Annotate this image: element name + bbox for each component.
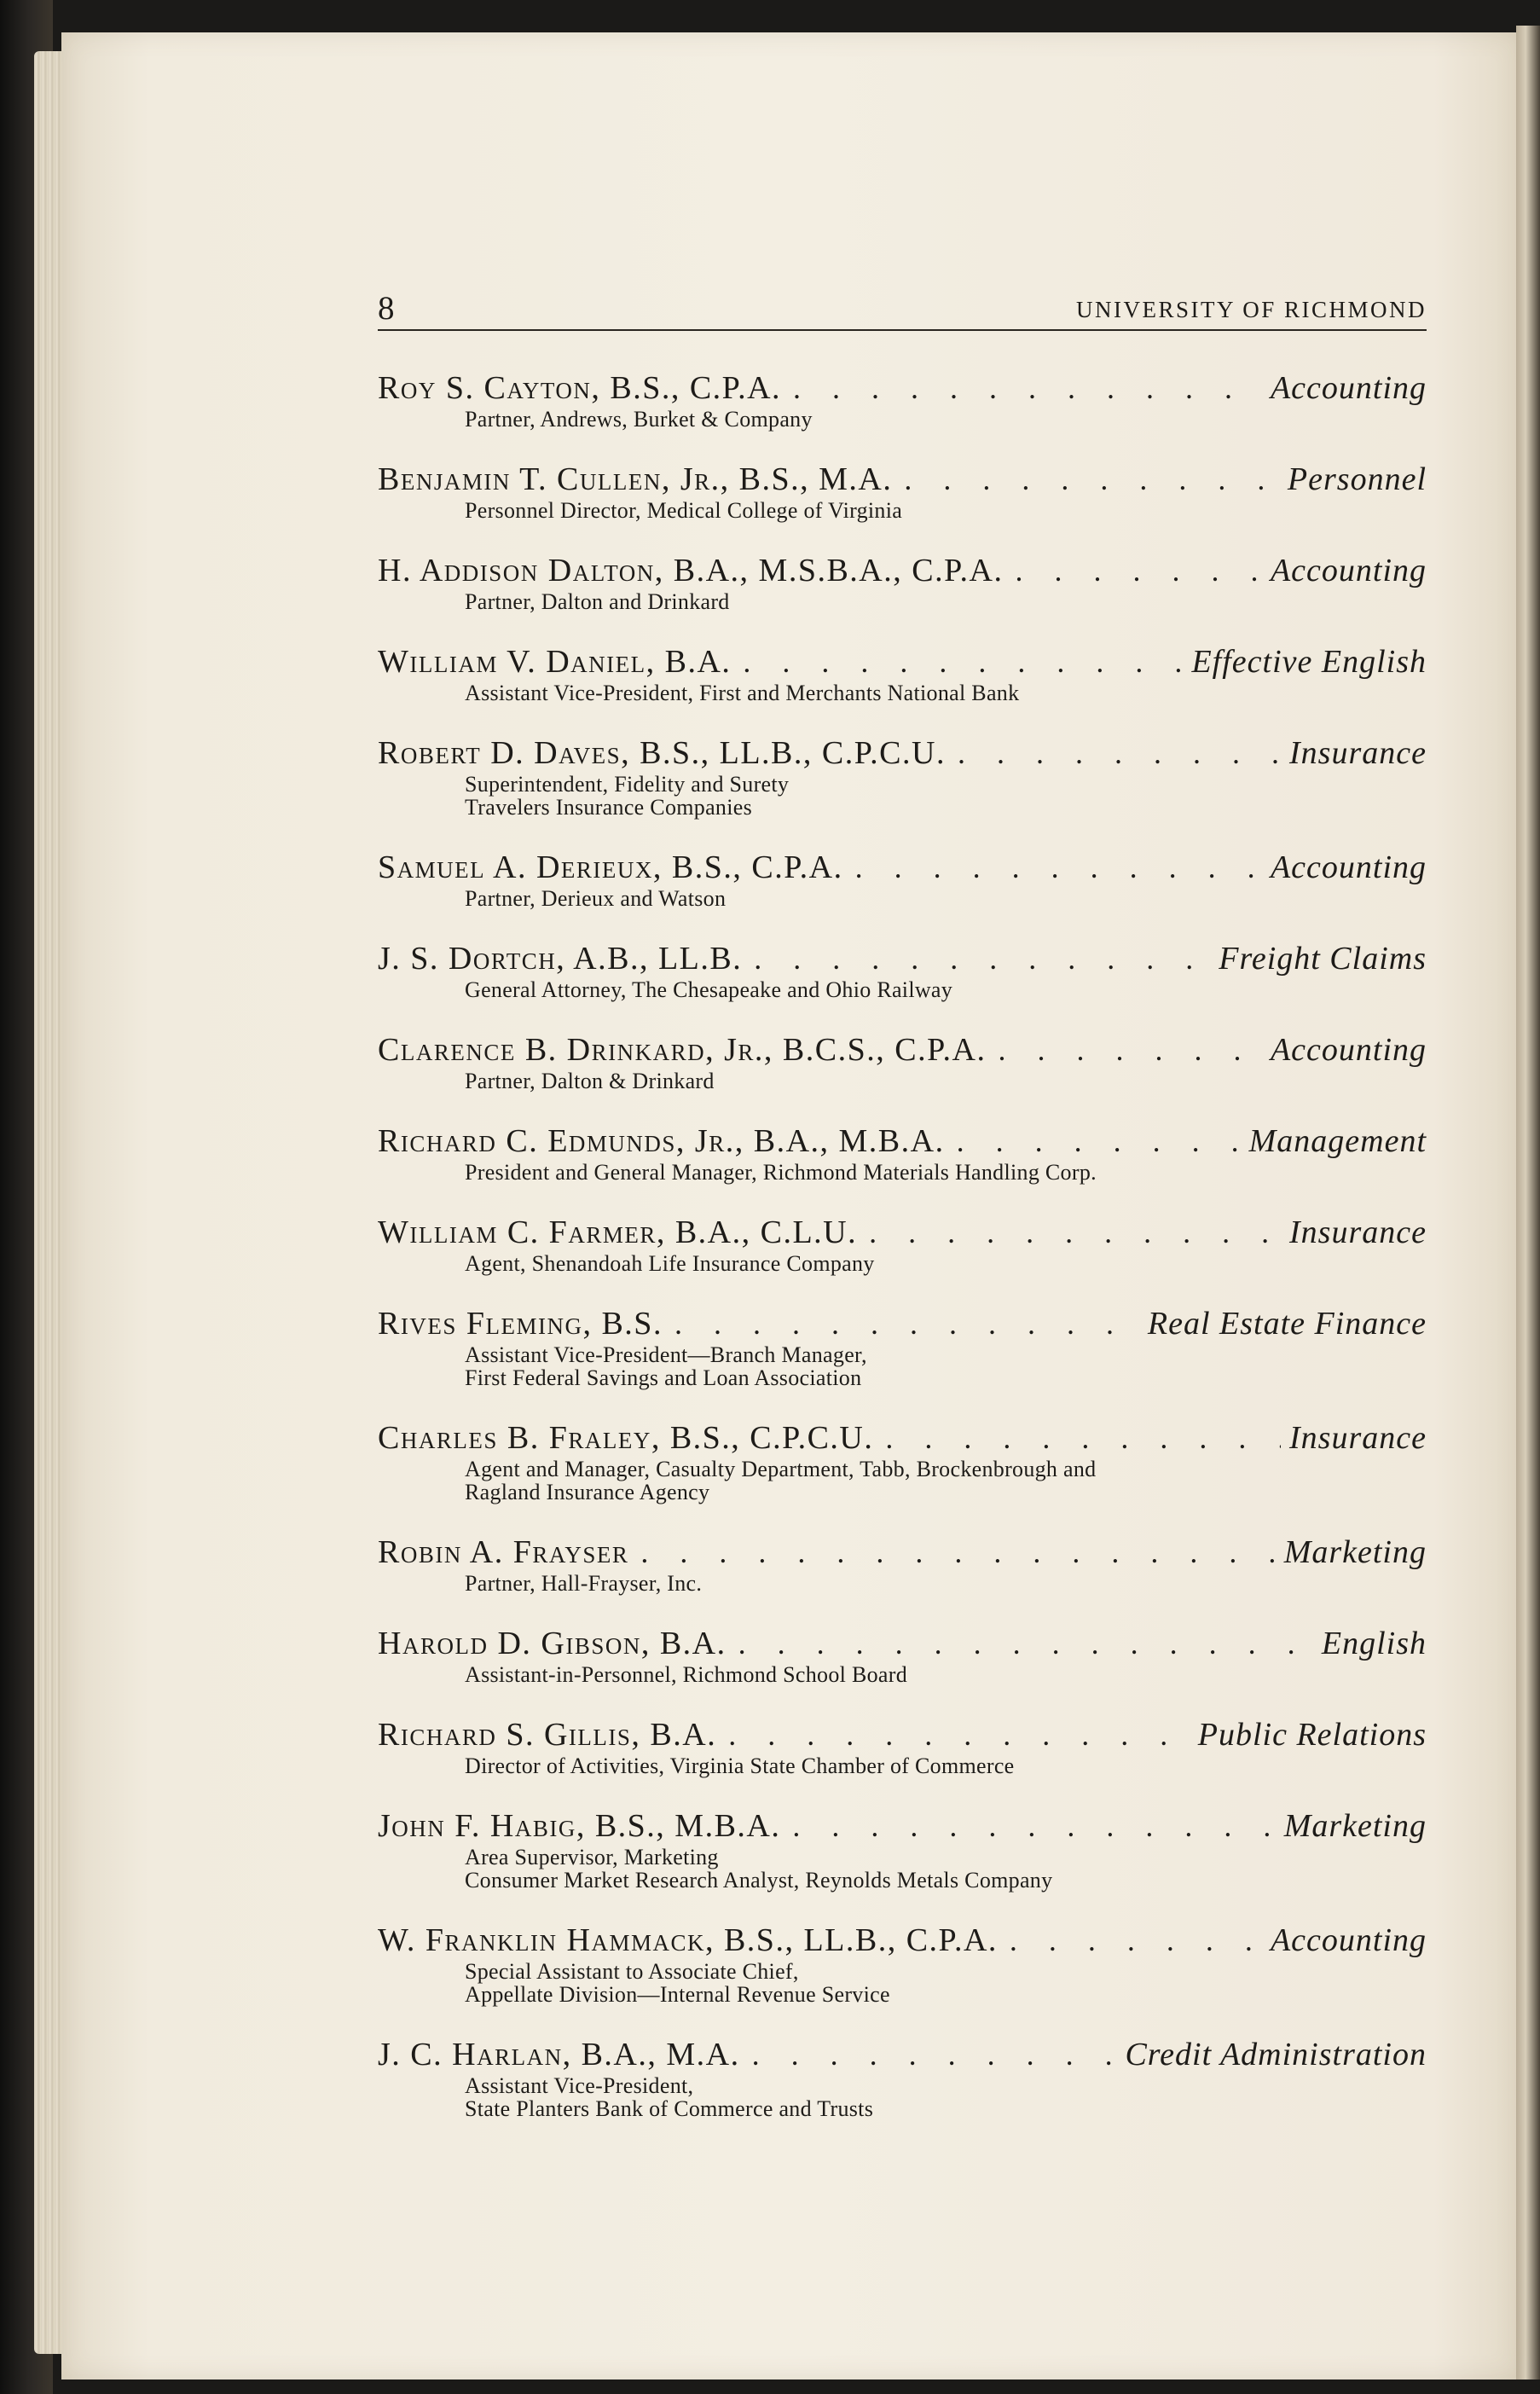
faculty-entry xyxy=(378,1921,1427,2006)
position-line: Appellate Division—Internal Revenue Service xyxy=(465,1982,890,2007)
position-line: Partner, Derieux and Watson xyxy=(465,886,727,911)
dot-leader xyxy=(946,733,1281,773)
entry-heading-line xyxy=(378,848,1427,887)
faculty-entry xyxy=(378,1213,1427,1275)
faculty-entry xyxy=(378,733,1427,819)
position-line: Consumer Market Research Analyst, Reynolds Metals Company xyxy=(465,1868,1053,1893)
dot-leader xyxy=(1003,551,1261,590)
position-line: Partner, Andrews, Burket & Company xyxy=(465,407,813,432)
faculty-name: H. Addison Dalton, B.A., M.S.B.A., C.P.A. xyxy=(378,553,1004,588)
faculty-name: W. Franklin Hammack, B.S., LL.B., C.P.A. xyxy=(378,1922,998,1958)
faculty-name: William V. Daniel, B.A. xyxy=(378,644,732,680)
dot-leader xyxy=(663,1304,1139,1343)
faculty-name: Roy S. Cayton, B.S., C.P.A. xyxy=(378,370,782,406)
entry-heading-line xyxy=(378,1304,1427,1343)
dot-leader xyxy=(873,1418,1281,1458)
entry-heading-line xyxy=(378,1122,1427,1161)
entry-heading-line xyxy=(378,551,1427,590)
dot-leader xyxy=(628,1533,1275,1572)
dot-leader xyxy=(892,460,1279,499)
position-line: Assistant-in-Personnel, Richmond School Board xyxy=(465,1662,908,1687)
faculty-name: Robin A. Frayser xyxy=(378,1534,629,1570)
dot-leader xyxy=(998,1921,1262,1960)
running-head: UNIVERSITY OF RICHMOND xyxy=(1075,297,1427,322)
position-line: General Attorney, The Chesapeake and Ohio Railway xyxy=(465,977,953,1002)
position-line: President and General Manager, Richmond Materials Handling Corp. xyxy=(465,1160,1097,1185)
dot-leader xyxy=(740,2035,1117,2074)
position-line: Director of Activities, Virginia State Chamber of Commerce xyxy=(465,1753,1015,1778)
page-number: 8 xyxy=(378,290,395,327)
entry-heading-line xyxy=(378,733,1427,773)
dot-leader xyxy=(716,1715,1190,1754)
subject-taught: Management xyxy=(1248,1123,1427,1159)
dot-leader xyxy=(731,642,1183,681)
faculty-entry xyxy=(378,460,1427,522)
position-line: Partner, Dalton and Drinkard xyxy=(465,589,730,614)
subject-taught: Marketing xyxy=(1283,1808,1427,1844)
faculty-entry xyxy=(378,1533,1427,1595)
entry-heading-line xyxy=(378,1213,1427,1252)
subject-taught: Accounting xyxy=(1270,553,1427,588)
faculty-entry xyxy=(378,2035,1427,2120)
subject-taught: Accounting xyxy=(1270,1922,1427,1958)
faculty-entry xyxy=(378,368,1427,431)
faculty-entry xyxy=(378,1418,1427,1504)
faculty-name: John F. Habig, B.S., M.B.A. xyxy=(378,1808,781,1844)
dot-leader xyxy=(781,368,1262,408)
subject-taught: Insurance xyxy=(1289,1420,1427,1456)
entry-heading-line xyxy=(378,642,1427,681)
faculty-entry xyxy=(378,551,1427,613)
dot-leader xyxy=(742,939,1210,978)
position-line: Travelers Insurance Companies xyxy=(465,795,752,820)
entry-heading-line xyxy=(378,1418,1427,1458)
faculty-entry xyxy=(378,1030,1427,1093)
entry-heading-line xyxy=(378,2035,1427,2074)
position-line: State Planters Bank of Commerce and Trusts xyxy=(465,2096,874,2121)
subject-taught: Freight Claims xyxy=(1219,941,1427,977)
subject-taught: Accounting xyxy=(1270,849,1427,885)
dot-leader xyxy=(986,1030,1261,1069)
dot-leader xyxy=(727,1624,1313,1663)
subject-taught: Public Relations xyxy=(1197,1717,1427,1753)
faculty-entry xyxy=(378,1304,1427,1389)
faculty-name: Clarence B. Drinkard, Jr., B.C.S., C.P.A. xyxy=(378,1032,987,1068)
entry-heading-line xyxy=(378,1806,1427,1846)
subject-taught: Real Estate Finance xyxy=(1147,1306,1427,1342)
page-header xyxy=(378,292,1427,331)
entry-heading-line xyxy=(378,368,1427,408)
entry-heading-line xyxy=(378,939,1427,978)
subject-taught: Insurance xyxy=(1289,735,1427,771)
entry-heading-line xyxy=(378,460,1427,499)
position-line: Special Assistant to Associate Chief, xyxy=(465,1959,799,1984)
entry-heading-line xyxy=(378,1921,1427,1960)
position-line: Assistant Vice-President—Branch Manager, xyxy=(465,1342,867,1367)
faculty-entry xyxy=(378,1715,1427,1777)
dot-leader xyxy=(843,848,1262,887)
position-line: Agent, Shenandoah Life Insurance Company xyxy=(465,1251,875,1276)
faculty-entry xyxy=(378,1624,1427,1686)
faculty-name: Richard C. Edmunds, Jr., B.A., M.B.A. xyxy=(378,1123,945,1159)
faculty-entry xyxy=(378,939,1427,1001)
subject-taught: Effective English xyxy=(1191,644,1427,680)
faculty-list xyxy=(378,368,1427,2149)
subject-taught: Personnel xyxy=(1287,461,1427,497)
entry-heading-line xyxy=(378,1533,1427,1572)
faculty-name: J. S. Dortch, A.B., LL.B. xyxy=(378,941,743,977)
position-line: Superintendent, Fidelity and Surety xyxy=(465,772,790,797)
position-line: Ragland Insurance Agency xyxy=(465,1480,710,1504)
faculty-entry xyxy=(378,1806,1427,1892)
entry-heading-line xyxy=(378,1030,1427,1069)
entry-heading-line xyxy=(378,1624,1427,1663)
position-line: Assistant Vice-President, xyxy=(465,2073,694,2098)
faculty-name: Benjamin T. Cullen, Jr., B.S., M.A. xyxy=(378,461,893,497)
subject-taught: Insurance xyxy=(1289,1214,1427,1250)
faculty-name: Robert D. Daves, B.S., LL.B., C.P.C.U. xyxy=(378,735,946,771)
faculty-name: Richard S. Gillis, B.A. xyxy=(378,1717,717,1753)
subject-taught: Accounting xyxy=(1270,1032,1427,1068)
faculty-entry xyxy=(378,642,1427,704)
position-line: First Federal Savings and Loan Association xyxy=(465,1365,862,1390)
subject-taught: Credit Administration xyxy=(1125,2037,1427,2072)
subject-taught: Marketing xyxy=(1283,1534,1427,1570)
dot-leader xyxy=(780,1806,1275,1846)
faculty-name: Charles B. Fraley, B.S., C.P.C.U. xyxy=(378,1420,874,1456)
position-line: Assistant Vice-President, First and Merchants National Bank xyxy=(465,681,1020,705)
position-line: Agent and Manager, Casualty Department, Tabb, Brockenbrough and xyxy=(465,1457,1097,1481)
position-line: Partner, Dalton & Drinkard xyxy=(465,1069,715,1093)
right-page-edge xyxy=(1516,26,1540,2380)
faculty-entry xyxy=(378,1122,1427,1184)
faculty-name: William C. Farmer, B.A., C.L.U. xyxy=(378,1214,858,1250)
faculty-entry xyxy=(378,848,1427,910)
subject-taught: Accounting xyxy=(1270,370,1427,406)
position-line: Personnel Director, Medical College of Virginia xyxy=(465,498,903,523)
dot-leader xyxy=(857,1213,1281,1252)
position-line: Area Supervisor, Marketing xyxy=(465,1845,719,1869)
faculty-name: J. C. Harlan, B.A., M.A. xyxy=(378,2037,740,2072)
entry-heading-line xyxy=(378,1715,1427,1754)
faculty-name: Rives Fleming, B.S. xyxy=(378,1306,663,1342)
faculty-name: Samuel A. Derieux, B.S., C.P.A. xyxy=(378,849,843,885)
dot-leader xyxy=(945,1122,1241,1161)
faculty-name: Harold D. Gibson, B.A. xyxy=(378,1626,727,1661)
subject-taught: English xyxy=(1321,1626,1427,1661)
position-line: Partner, Hall-Frayser, Inc. xyxy=(465,1571,703,1596)
